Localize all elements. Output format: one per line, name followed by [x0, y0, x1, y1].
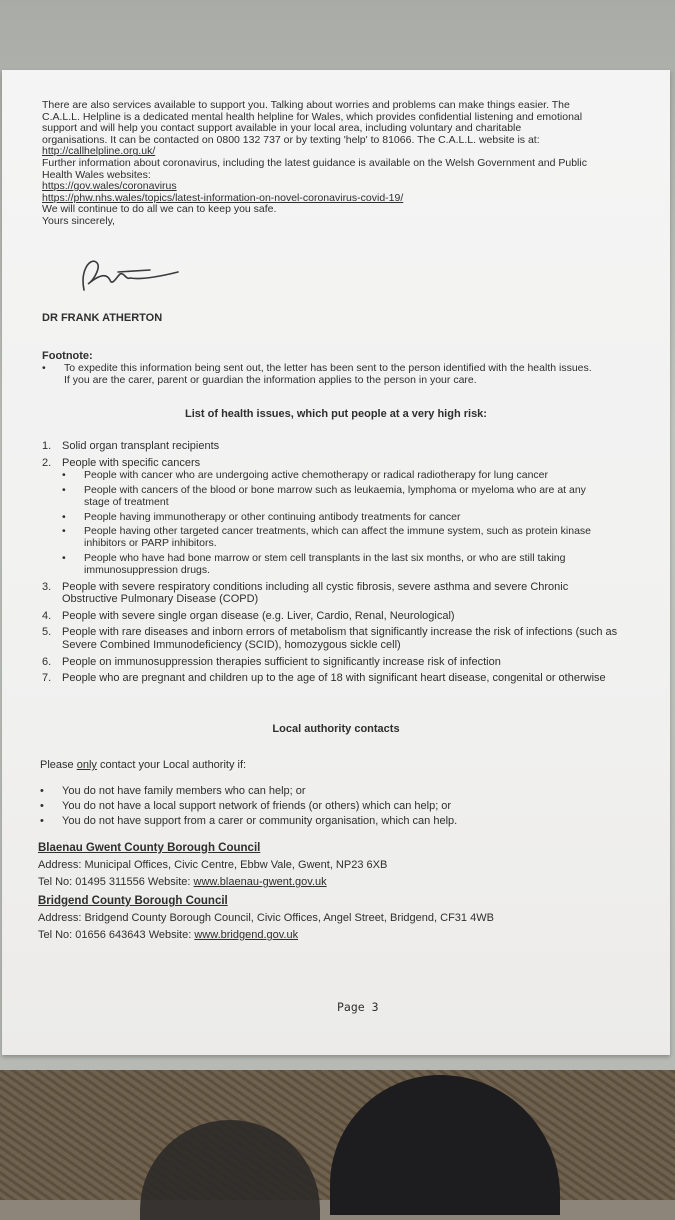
council-tel [38, 927, 494, 944]
council-website-link[interactable]: www.blaenau-gwent.gov.uk [193, 876, 327, 888]
sublist-item [62, 470, 652, 482]
tel-text: Tel No: 01656 643643 Website: [38, 929, 195, 941]
intro-text: Please [40, 759, 77, 771]
sublist-item [62, 526, 652, 550]
list-item-text: People with severe single organ disease (e.g. Liver, Cardio, Renal, Neurological) [62, 609, 455, 622]
tel-text: Tel No: 01495 311556 Website: [38, 876, 194, 888]
bullet-icon: • [40, 785, 44, 797]
bullet-icon: • [42, 362, 46, 374]
council-name: Bridgend County Borough Council [38, 895, 228, 907]
gov-wales-link[interactable]: https://gov.wales/coronavirus [42, 180, 177, 193]
further-info-line: Further information about coronavirus, including the latest guidance is available on the Welsh Government and Public [42, 156, 587, 169]
list-item-text: People with specific cancers [62, 456, 201, 469]
sublist-item-text: People having immunotherapy or other continuing antibody treatments for cancer [84, 510, 461, 523]
sublist-item [62, 512, 652, 524]
list-item-text: People who are pregnant and children up to the age of 18 with significant heart disease, congenital or otherwise [62, 672, 606, 685]
list-item [42, 440, 652, 453]
bullet-icon: • [40, 800, 44, 812]
phw-link[interactable]: https://phw.nhs.wales/topics/latest-information-on-novel-coronavirus-covid-19/ [42, 191, 404, 204]
call-helpline-link[interactable]: http://callhelpline.org.uk/ [42, 145, 156, 158]
list-item [40, 799, 457, 814]
bullet-icon: • [62, 469, 66, 482]
intro-emphasis: only [76, 759, 97, 771]
list-item [42, 581, 652, 606]
letter-body [42, 100, 642, 228]
footnote [42, 362, 642, 386]
sublist-item [62, 485, 652, 509]
sublist-item-text: People who have had bone marrow or stem cell transplants in the last six months, or who are still taking [84, 551, 566, 564]
sublist-item-text: People with cancer who are undergoing active chemotherapy or radical radiotherapy for lung cancer [84, 469, 549, 482]
list-item-text: People with rare diseases and inborn errors of metabolism that significantly increase the risk of infections (such as [62, 626, 618, 639]
intro-text: contact your Local authority if: [96, 759, 247, 771]
conditions-list [40, 784, 457, 829]
sublist-item-text: stage of treatment [84, 495, 169, 508]
list-item-text: People on immunosuppression therapies sufficient to significantly increase risk of infection [62, 655, 501, 668]
bullet-icon: • [62, 551, 66, 564]
list-item [42, 610, 652, 623]
list-item-text: People with severe respiratory conditions including all cystic fibrosis, severe asthma and severe Chronic [62, 580, 569, 593]
intro-line: There are also services available to support you. Talking about worries and problems can make things easier. The [42, 99, 570, 111]
condition-text: You do not have a local support network of friends (or others) which can help; or [62, 800, 452, 812]
council-website-link[interactable]: www.bridgend.gov.uk [194, 929, 299, 941]
intro-line: organisations. It can be contacted on 0800 132 737 or by texting 'help' to 81066. The C.A.L.L. website is at: [42, 133, 540, 146]
bullet-icon: • [40, 815, 44, 827]
list-item-text: Obstructive Pulmonary Disease (COPD) [62, 593, 259, 606]
council-tel [38, 874, 387, 891]
letter-page [2, 70, 670, 1055]
bullet-icon: • [62, 525, 66, 538]
closing-line: Yours sincerely, [42, 214, 115, 227]
sublist-item-text: People having other targeted cancer treatments, which can affect the immune system, such as protein kinase [84, 525, 591, 538]
closing-line: We will continue to do all we can to keep you safe. [42, 203, 277, 216]
risk-list [42, 440, 652, 689]
list-item [42, 626, 652, 651]
list-number: 3. [42, 580, 52, 593]
cancer-sublist [62, 470, 652, 576]
list-number: 2. [42, 456, 52, 469]
list-number: 1. [42, 440, 52, 452]
list-number: 6. [42, 655, 52, 668]
local-authority-intro [40, 759, 246, 771]
further-info-line: Health Wales websites: [42, 168, 151, 181]
council-address: Address: Municipal Offices, Civic Centre, Ebbw Vale, Gwent, NP23 6XB [38, 859, 388, 871]
handwritten-signature [72, 250, 192, 300]
bullet-icon: • [62, 510, 66, 523]
list-number: 4. [42, 609, 52, 622]
council-address: Address: Bridgend County Borough Council, Civic Offices, Angel Street, Bridgend, CF31 4WB [38, 912, 494, 924]
condition-text: You do not have support from a carer or community organisation, which can help. [62, 815, 458, 827]
sublist-item-text: immunosuppression drugs. [84, 563, 211, 576]
sublist-item [62, 553, 652, 577]
footnote-line: To expedite this information being sent out, the letter has been sent to the person identified with the health issues. [64, 362, 592, 374]
signer-name: DR FRANK ATHERTON [42, 312, 163, 324]
risk-list-heading: List of health issues, which put people at a very high risk: [185, 408, 487, 420]
intro-line: support and will help you contact support available in your local area, including voluntary and charitable [42, 122, 522, 135]
council-contact [38, 840, 387, 891]
local-authority-heading: Local authority contacts [272, 723, 400, 735]
bullet-icon: • [62, 483, 66, 496]
list-item-text: Solid organ transplant recipients [62, 440, 220, 452]
list-item-text: Severe Combined Immunodeficiency (SCID), homozygous sickle cell) [62, 638, 401, 651]
list-item [42, 656, 652, 669]
sublist-item-text: People with cancers of the blood or bone marrow such as leukaemia, lymphoma or myeloma who are at any [84, 483, 586, 496]
list-item [40, 814, 457, 829]
council-name: Blaenau Gwent County Borough Council [38, 842, 261, 854]
council-contact [38, 893, 494, 944]
list-number: 7. [42, 672, 52, 685]
list-item [40, 784, 457, 799]
list-number: 5. [42, 626, 52, 639]
footnote-title: Footnote: [42, 350, 93, 362]
list-item [42, 457, 652, 577]
list-item [42, 672, 652, 685]
sublist-item-text: inhibitors or PARP inhibitors. [84, 537, 217, 550]
footnote-line: If you are the carer, parent or guardian the information applies to the person in your care. [64, 374, 477, 386]
page-number: Page 3 [337, 1000, 379, 1014]
condition-text: You do not have family members who can help; or [62, 785, 306, 797]
intro-line: C.A.L.L. Helpline is a dedicated mental health helpline for Wales, which provides confidential listening and emotional [42, 110, 583, 123]
